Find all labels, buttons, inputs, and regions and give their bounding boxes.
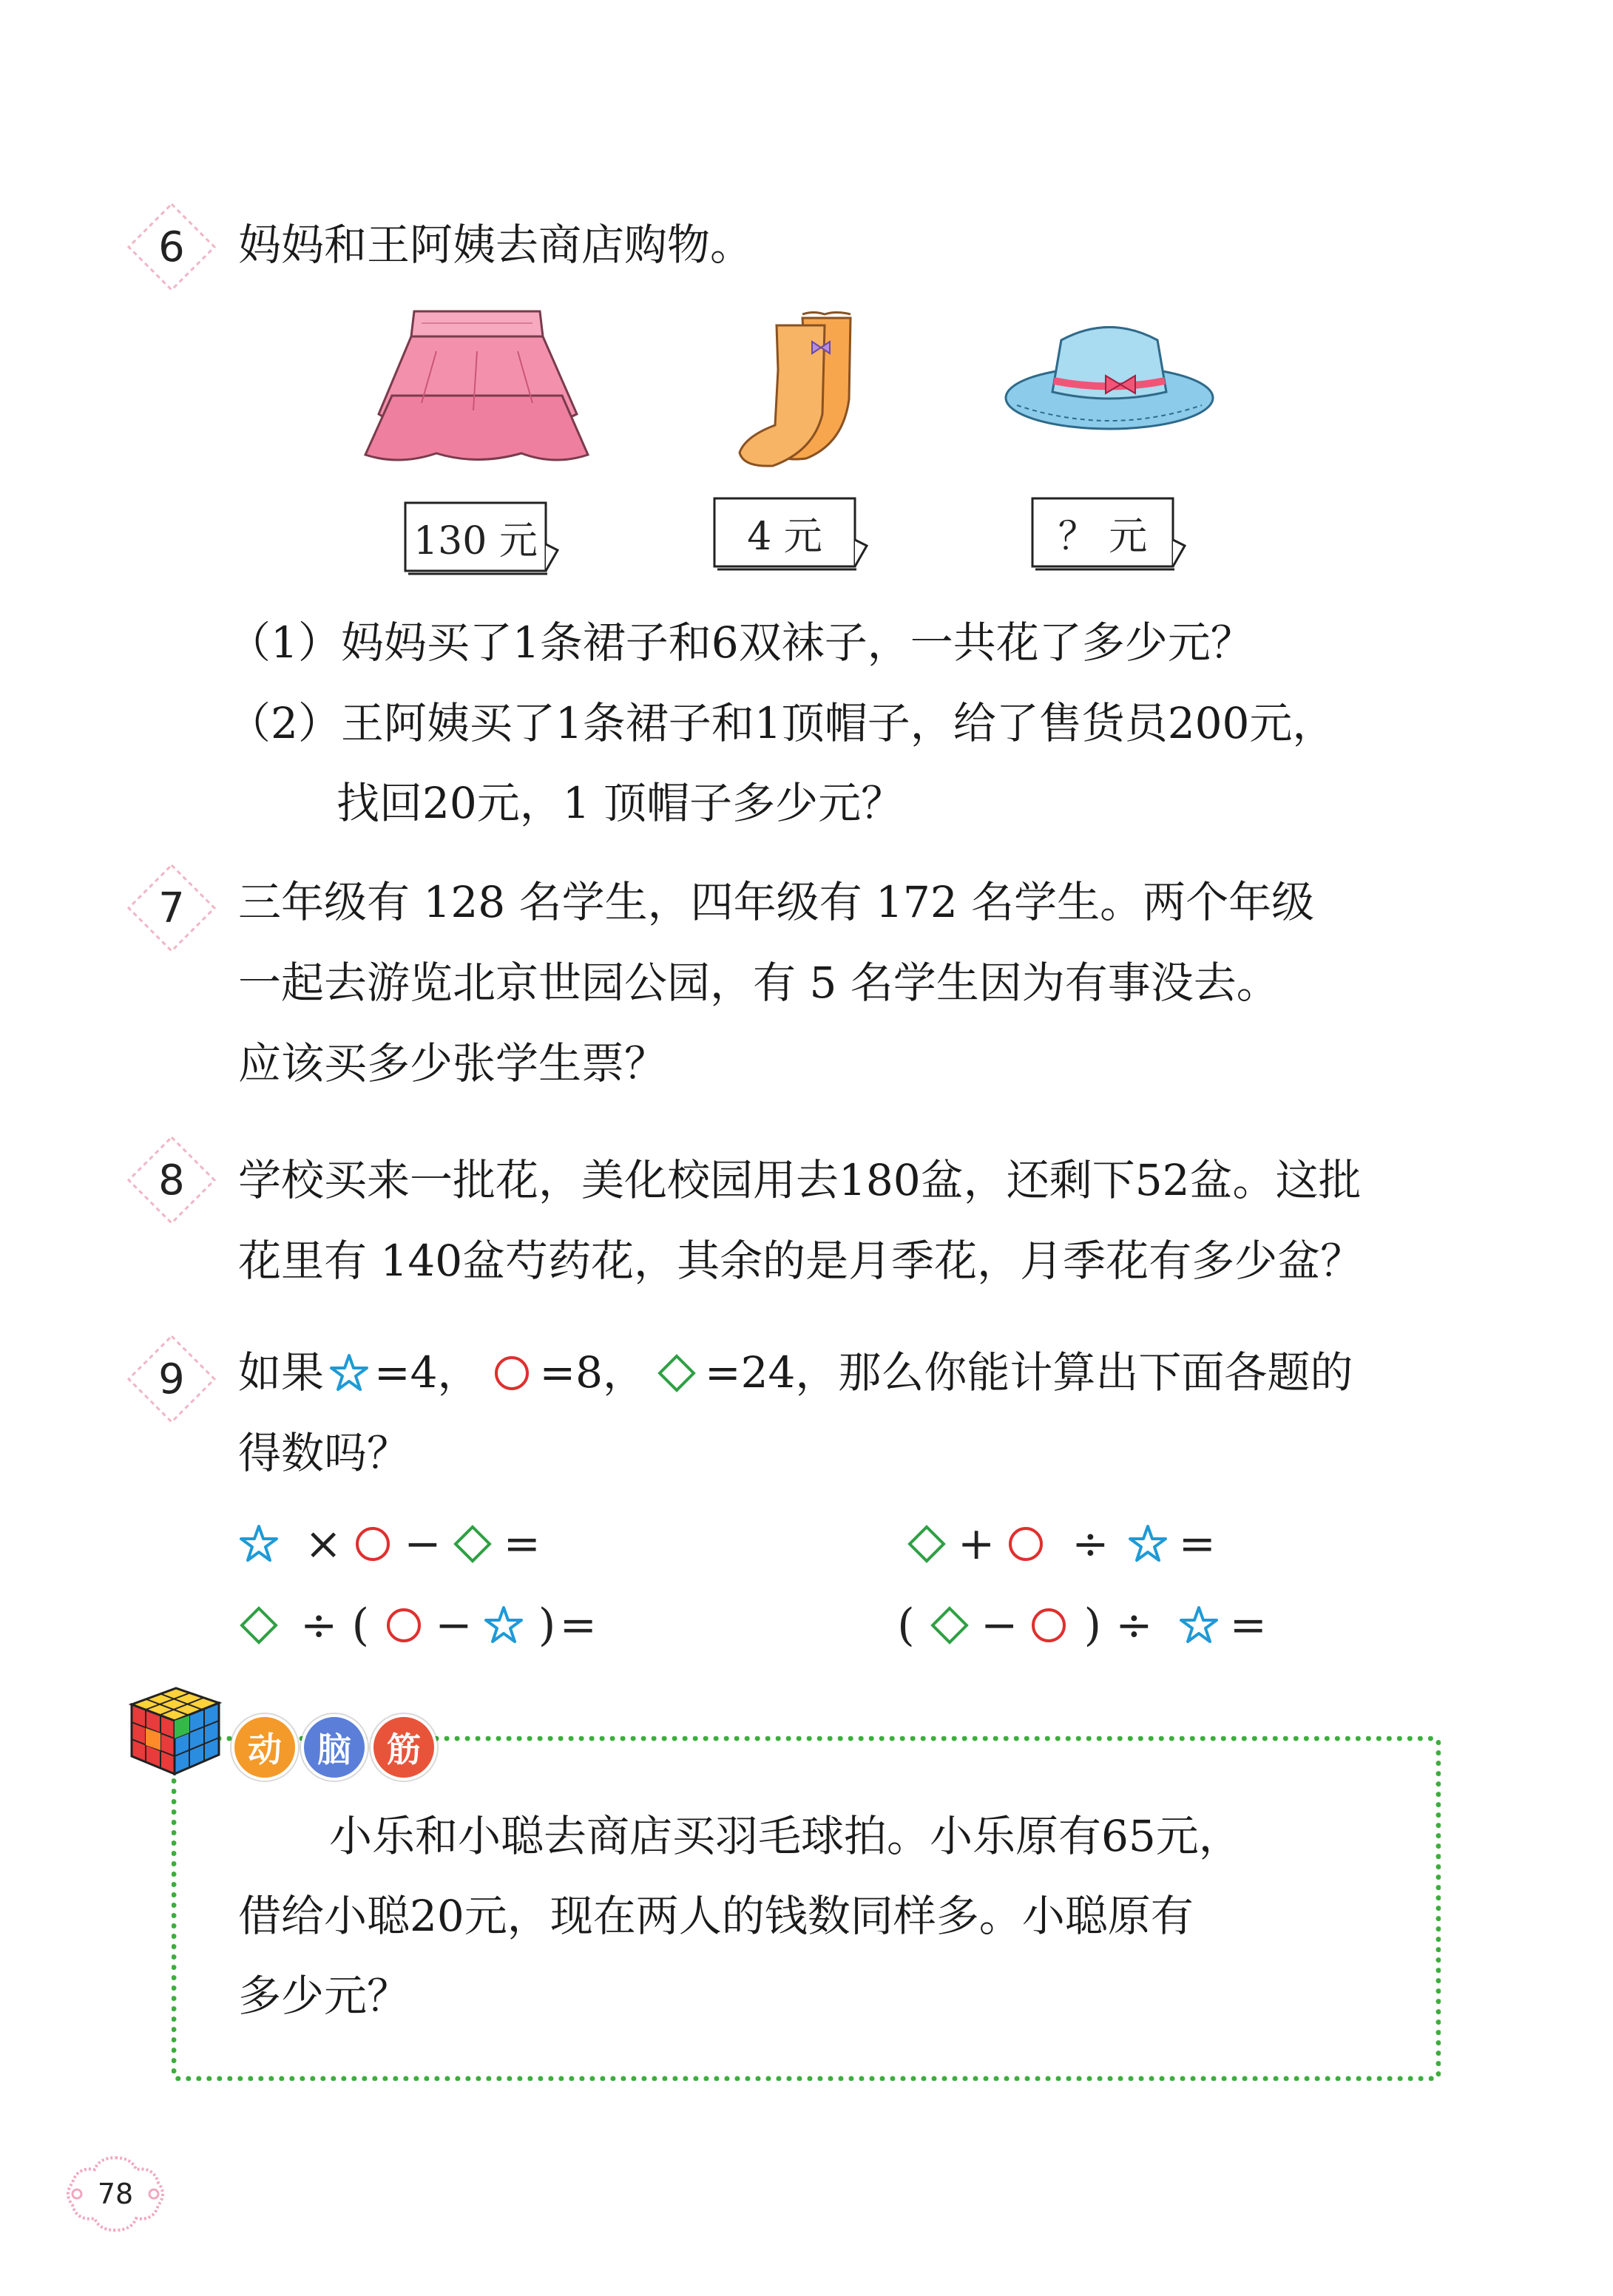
star-icon: [238, 1523, 280, 1565]
hat-image: [1002, 318, 1217, 436]
divide-operator: ÷: [1115, 1599, 1153, 1651]
left-paren: (: [897, 1599, 915, 1651]
divide-operator: ÷: [1072, 1518, 1109, 1570]
question-6-text: 妈妈和王阿姨去商店购物。: [238, 220, 754, 270]
price-label: ？ 元: [1058, 514, 1148, 559]
price-label: 130 元: [413, 518, 538, 563]
diamond-icon: [452, 1523, 493, 1565]
equals-operator: =: [503, 1518, 541, 1570]
minus-operator: −: [404, 1518, 442, 1570]
question-6-sub-2-line-2: 找回20元，1 顶帽子多少元？: [337, 778, 904, 828]
question-number: 6: [158, 223, 185, 271]
expression-1: [238, 1518, 541, 1570]
price-tag-skirt: [399, 500, 547, 574]
star-icon: [483, 1605, 524, 1646]
equals-operator: =: [1178, 1518, 1216, 1570]
question-number: 9: [158, 1355, 185, 1403]
minus-operator: −: [435, 1599, 473, 1651]
brain-teaser-badges: [231, 1714, 437, 1781]
prefix-text: 如果: [238, 1347, 325, 1398]
question-6-marker: [126, 201, 217, 293]
star-icon: [1127, 1523, 1169, 1565]
badge-dong: 动: [231, 1714, 298, 1781]
badge-jin: 筋: [371, 1714, 437, 1781]
badge-nao: 脑: [301, 1714, 368, 1781]
circle-icon: [352, 1523, 393, 1565]
expression-4: [893, 1599, 1267, 1651]
diamond-icon: [906, 1523, 947, 1565]
rubiks-cube-icon: [124, 1682, 224, 1778]
question-9-marker: [126, 1333, 217, 1425]
right-paren: ): [1083, 1599, 1101, 1651]
question-7-line-1: 三年级有 128 名学生，四年级有 172 名学生。两个年级: [238, 877, 1315, 927]
question-8-line-1: 学校买来一批花，美化校园用去180盆，还剩下52盆。这批: [238, 1155, 1362, 1205]
equals-operator: =: [1229, 1599, 1267, 1651]
circle-icon: [1028, 1605, 1069, 1646]
question-7-marker: [126, 862, 217, 954]
plus-operator: +: [958, 1518, 995, 1570]
circle-icon: [1005, 1523, 1046, 1565]
question-number: 7: [158, 884, 185, 932]
brain-teaser-line-1: 小乐和小聪去商店买羽毛球拍。小乐原有65元，: [329, 1811, 1242, 1861]
question-number: 8: [158, 1156, 185, 1205]
brain-teaser-line-3: 多少元？: [238, 1971, 410, 2021]
equals-operator: =: [559, 1599, 597, 1651]
question-8-line-2: 花里有 140盆芍药花，其余的是月季花，月季花有多少盆？: [238, 1236, 1364, 1286]
price-tag-socks: [709, 495, 856, 569]
price-label: 4 元: [747, 514, 822, 559]
diamond-icon: [238, 1605, 280, 1646]
star-icon: [1178, 1605, 1220, 1646]
star-icon: [328, 1352, 370, 1394]
circle-value: =8，: [539, 1347, 646, 1398]
question-9-line-1: [238, 1347, 1353, 1399]
question-8-marker: [126, 1134, 217, 1226]
circle-icon: [491, 1352, 532, 1394]
circle-icon: [383, 1605, 425, 1646]
minus-operator: −: [981, 1599, 1018, 1651]
diamond-value: =24，那么你能计算出下面各题的: [705, 1347, 1353, 1398]
price-tag-hat: [1027, 495, 1174, 569]
question-7-line-3: 应该买多少张学生票？: [238, 1038, 668, 1088]
star-value: =4，: [374, 1347, 481, 1398]
question-6-sub-2-line-1: （2）王阿姨买了1条裙子和1顶帽子，给了售货员200元，: [228, 698, 1336, 748]
question-7-line-2: 一起去游览北京世园公园，有 5 名学生因为有事没去。: [238, 958, 1279, 1008]
page-number: 78: [97, 2178, 134, 2210]
diamond-icon: [929, 1605, 970, 1646]
socks-image: [732, 311, 873, 470]
diamond-icon: [656, 1352, 697, 1394]
expression-2: [906, 1518, 1216, 1570]
divide-operator: ÷: [300, 1599, 338, 1651]
brain-teaser-line-2: 借给小聪20元，现在两人的钱数同样多。小聪原有: [238, 1891, 1194, 1941]
left-paren: (: [351, 1599, 369, 1651]
question-9-line-2: 得数吗？: [238, 1428, 410, 1478]
page-number-badge: [64, 2153, 167, 2235]
question-6-sub-1: （1）妈妈买了1条裙子和6双袜子，一共花了多少元？: [228, 617, 1254, 668]
expression-3: [238, 1599, 597, 1651]
skirt-image: [362, 307, 592, 466]
times-operator: ×: [305, 1518, 342, 1570]
right-paren: ): [538, 1599, 556, 1651]
